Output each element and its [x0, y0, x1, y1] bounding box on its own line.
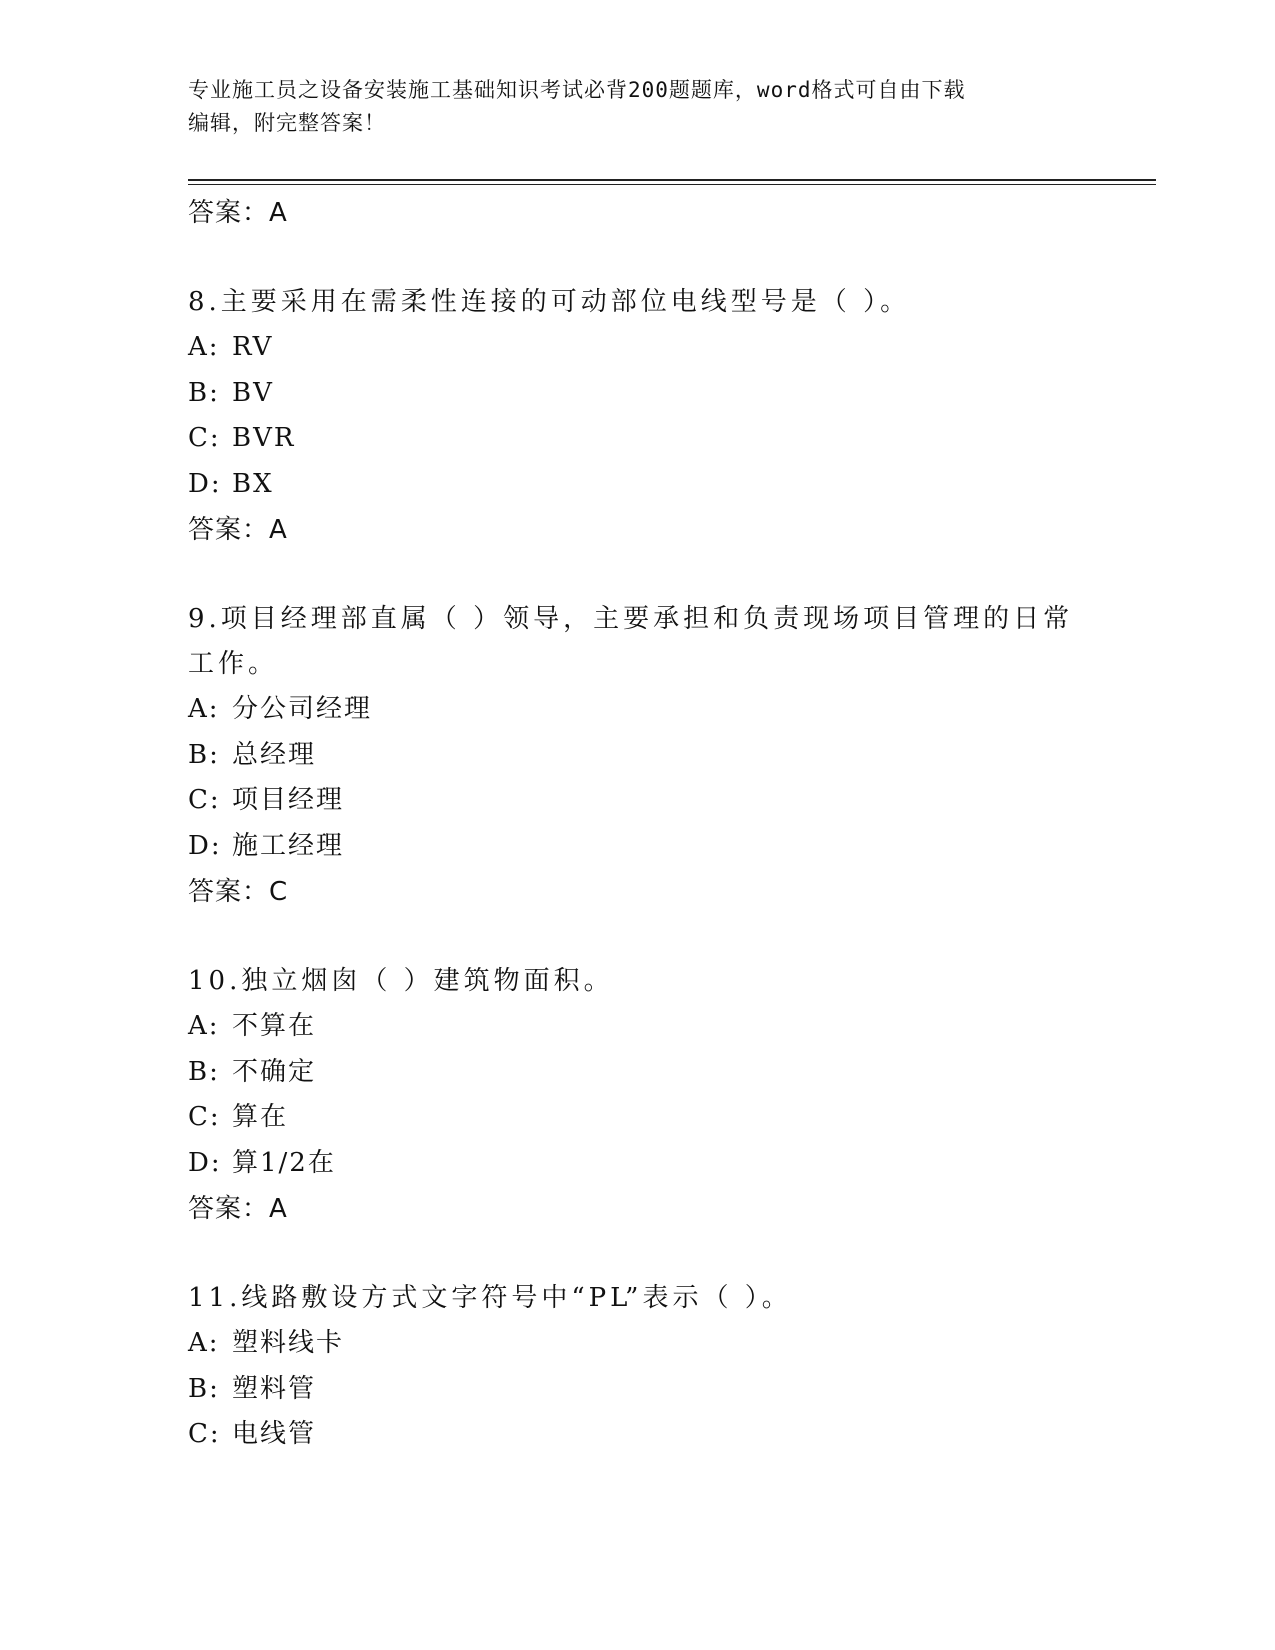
header-divider-thick: [188, 179, 1156, 181]
option-text: 总经理: [232, 739, 317, 770]
answer-option: [188, 733, 1088, 779]
answer-line: 答案：C: [188, 877, 289, 907]
questions-content: [188, 190, 1088, 1458]
option-letter: D:: [188, 830, 222, 861]
option-text: BX: [232, 468, 274, 499]
question-block: [188, 1276, 1088, 1458]
answer-option: [188, 1050, 1088, 1096]
question-text: 10.独立烟囱（ ）建筑物面积。: [188, 966, 614, 996]
previous-answer: 答案：A: [188, 198, 288, 228]
question-text: 11.线路敷设方式文字符号中“PL”表示（ ）。: [188, 1283, 792, 1313]
option-text: 塑料线卡: [232, 1328, 345, 1358]
option-letter: C:: [188, 423, 221, 453]
answer-option: [188, 462, 1088, 508]
option-letter: A:: [188, 1328, 220, 1358]
option-text: 算1/2在: [232, 1147, 336, 1178]
answer-option: [188, 1095, 1088, 1141]
answer-option: [188, 325, 1088, 371]
option-text: 塑料管: [232, 1373, 317, 1404]
answer-option: [188, 1141, 1088, 1187]
answer-option: [188, 778, 1088, 824]
option-letter: A:: [188, 1011, 220, 1041]
option-text: 电线管: [232, 1419, 317, 1449]
answer-option: [188, 1412, 1088, 1458]
option-letter: D:: [188, 468, 222, 499]
answer-option: [188, 824, 1088, 870]
option-text: 不算在: [232, 1011, 317, 1041]
option-text: 不确定: [232, 1056, 317, 1087]
question-list: [188, 280, 1088, 1458]
option-letter: B:: [188, 1373, 220, 1404]
question-block: [188, 280, 1088, 553]
answer-option: [188, 687, 1088, 733]
question-block: [188, 959, 1088, 1232]
option-letter: C:: [188, 785, 221, 815]
answer-line: 答案：A: [188, 515, 288, 545]
option-text: BVR: [232, 423, 296, 453]
option-letter: A:: [188, 694, 220, 724]
option-text: RV: [232, 332, 274, 362]
option-text: BV: [232, 377, 274, 408]
answer-line: 答案：A: [188, 1194, 288, 1224]
option-letter: C:: [188, 1419, 221, 1449]
option-letter: B:: [188, 739, 220, 770]
option-letter: A:: [188, 332, 220, 362]
answer-option: [188, 1004, 1088, 1050]
question-text: 8.主要采用在需柔性连接的可动部位电线型号是（ ）。: [188, 287, 911, 317]
option-text: 分公司经理: [232, 694, 373, 724]
header-divider-thin: [188, 184, 1156, 185]
document-header: [188, 74, 1088, 140]
header-line-1: 专业施工员之设备安装施工基础知识考试必背200题题库，word格式可自由下载: [188, 78, 966, 102]
answer-option: [188, 416, 1088, 462]
question-block: [188, 597, 1088, 915]
option-text: 施工经理: [232, 830, 345, 861]
answer-option: [188, 1321, 1088, 1367]
question-text: 9.项目经理部直属（ ）领导，主要承担和负责现场项目管理的日常工作。: [188, 604, 1074, 679]
option-letter: B:: [188, 377, 220, 408]
option-text: 算在: [232, 1102, 289, 1132]
option-letter: B:: [188, 1056, 220, 1087]
option-letter: C:: [188, 1102, 221, 1132]
answer-option: [188, 1367, 1088, 1413]
header-line-2: 编辑，附完整答案！: [188, 111, 386, 135]
option-text: 项目经理: [232, 785, 345, 815]
option-letter: D:: [188, 1147, 222, 1178]
answer-option: [188, 371, 1088, 417]
